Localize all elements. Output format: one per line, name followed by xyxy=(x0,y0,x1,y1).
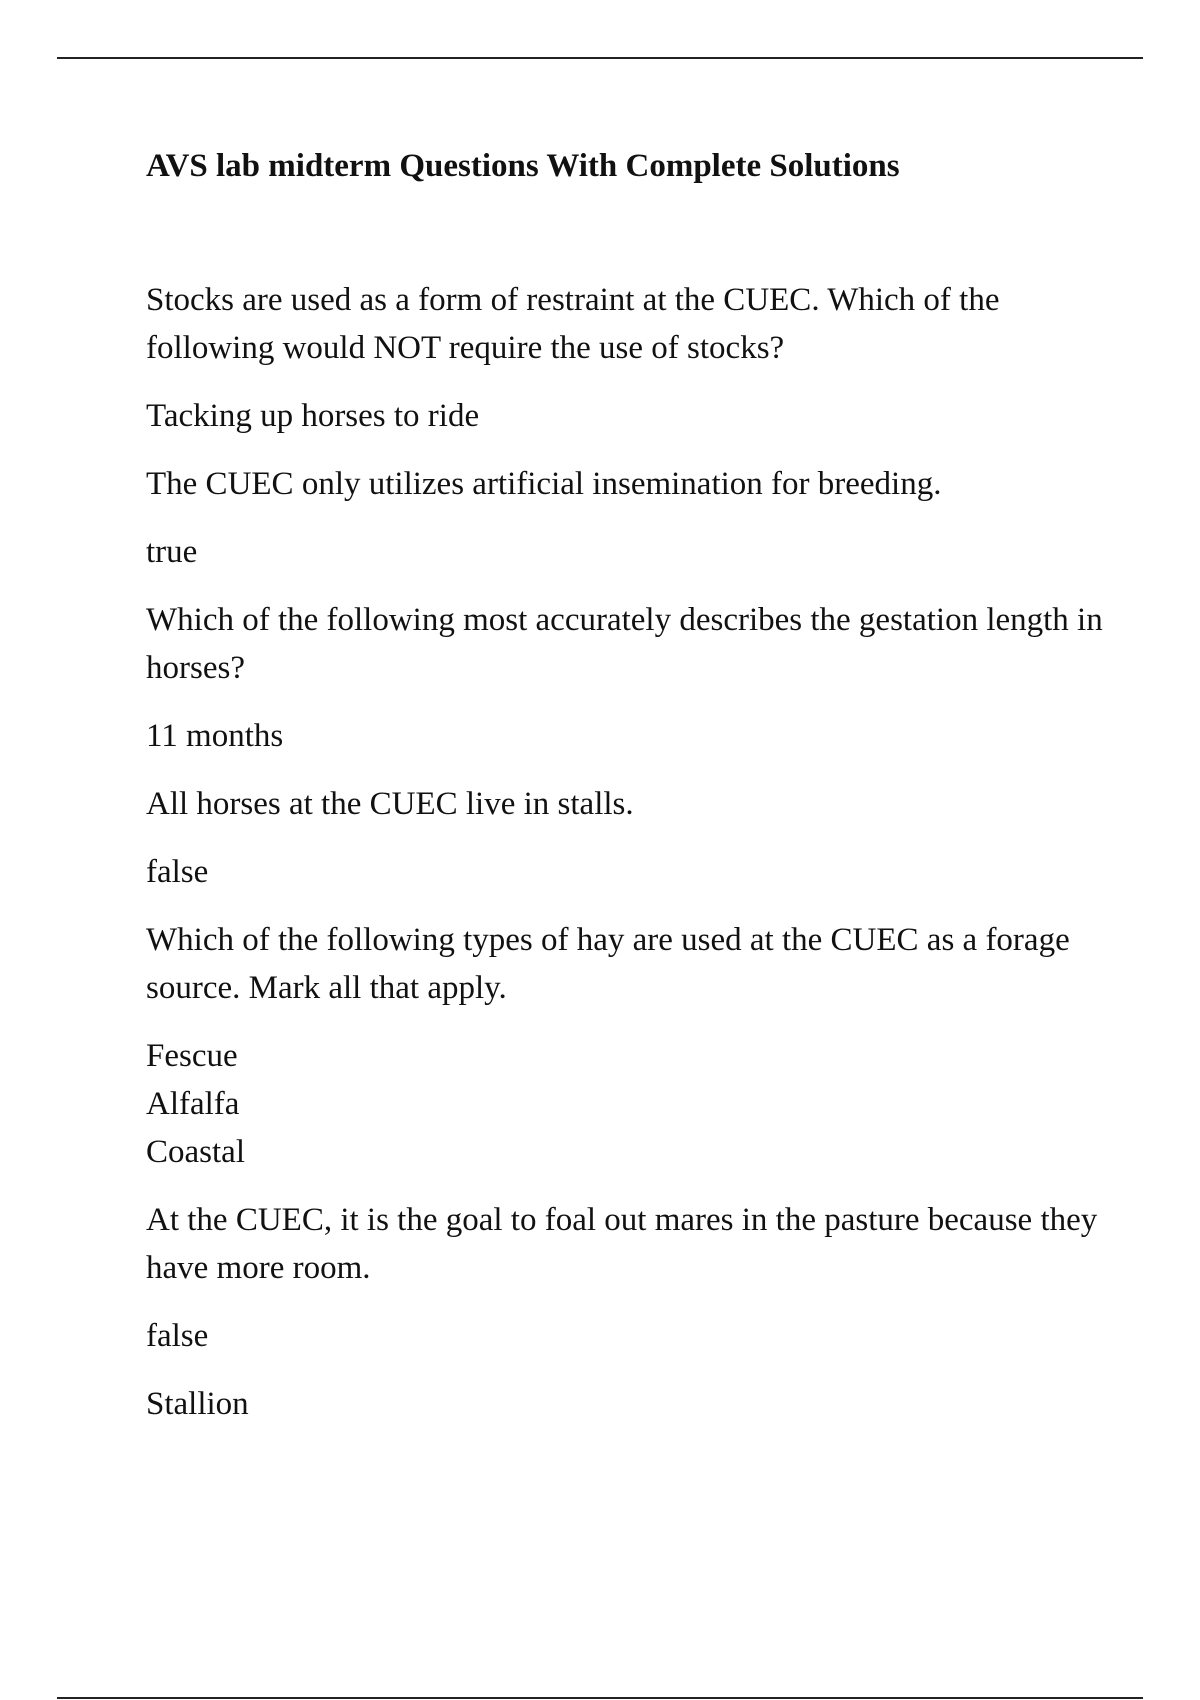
question-1: Stocks are used as a form of restraint at the CUEC. Which of the following would NOT require the use of stocks? xyxy=(146,282,1000,366)
answer-1: Tacking up horses to ride xyxy=(146,398,480,434)
question-2: The CUEC only utilizes artificial insemination for breeding. xyxy=(146,466,942,502)
answer-4: false xyxy=(146,854,209,890)
question-3: Which of the following most accurately describes the gestation length in horses? xyxy=(146,602,1103,686)
answer-3: 11 months xyxy=(146,718,284,754)
answer-2: true xyxy=(146,534,198,570)
document-title: AVS lab midterm Questions With Complete Solutions xyxy=(146,148,900,184)
answer-5-line-2: Alfalfa xyxy=(146,1086,240,1122)
question-4: All horses at the CUEC live in stalls. xyxy=(146,786,634,822)
document-body xyxy=(146,140,1106,1448)
question-5: Which of the following types of hay are used at the CUEC as a forage source. Mark all that apply. xyxy=(146,922,1070,1006)
answer-5-line-3: Coastal xyxy=(146,1134,245,1170)
answer-5-line-1: Fescue xyxy=(146,1038,238,1074)
qa-list xyxy=(146,276,1106,1428)
answer-5-list xyxy=(146,1032,1106,1176)
top-rule xyxy=(57,57,1143,59)
bottom-rule xyxy=(57,1697,1143,1699)
question-6: At the CUEC, it is the goal to foal out mares in the pasture because they have more room. xyxy=(146,1202,1098,1286)
answer-7: Stallion xyxy=(146,1386,249,1422)
answer-6: false xyxy=(146,1318,209,1354)
